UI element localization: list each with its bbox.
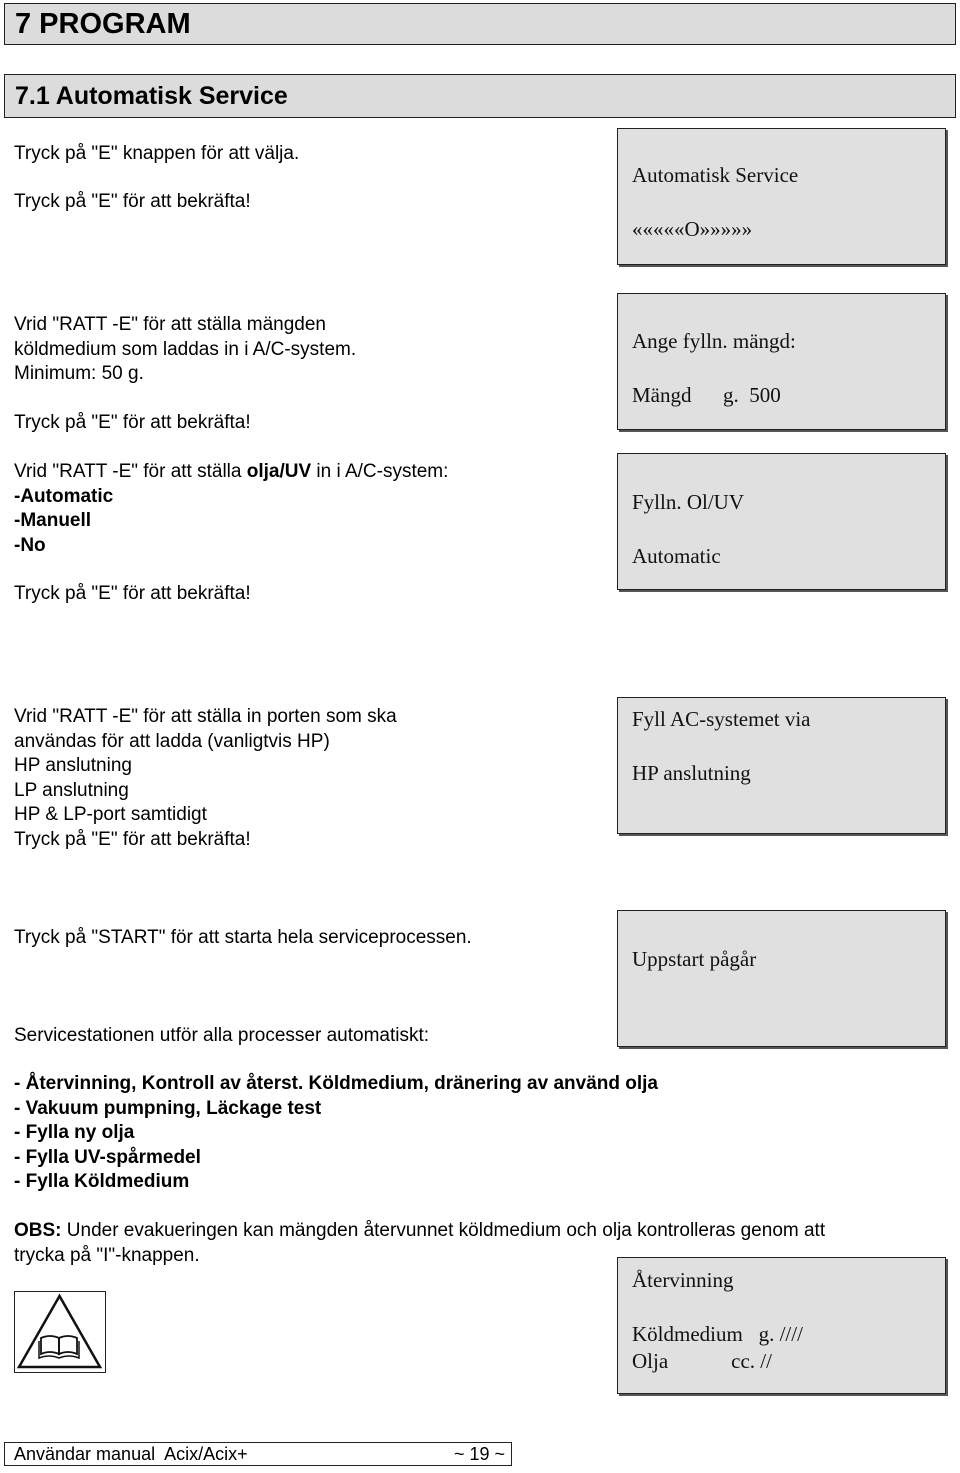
- display-line: Köldmedium g. ////: [632, 1322, 803, 1346]
- instruction-start: Tryck på "START" för att starta hela serviceprocessen.: [14, 927, 472, 948]
- instruction-confirm: Tryck på "E" för att bekräfta!: [14, 583, 251, 604]
- footer-manual-title: Användar manual Acix/Acix+: [14, 1444, 248, 1464]
- process-step: - Vakuum pumpning, Läckage test: [14, 1097, 322, 1119]
- instruction-oil-uv: Vrid "RATT -E" för att ställa olja/UV in i A/C-system:: [14, 461, 449, 482]
- instruction-amount-2: köldmedium som laddas in i A/C-system.: [14, 338, 357, 360]
- port-option-lp: LP anslutning: [14, 779, 129, 801]
- process-step: - Fylla UV-spårmedel: [14, 1146, 201, 1168]
- display-line: HP anslutning: [632, 761, 751, 785]
- instruction-port-2: användas för att ladda (vanligtvis HP): [14, 730, 330, 752]
- section-heading: 7.1 Automatisk Service: [4, 74, 956, 118]
- display-line: Fylln. Ol/UV: [632, 490, 745, 514]
- instruction-confirm: Tryck på "E" för att bekräfta!: [14, 828, 251, 850]
- display-automatic-service: [617, 128, 946, 265]
- process-step: - Återvinning, Kontroll av återst. Köldmedium, dränering av använd olja: [14, 1073, 658, 1094]
- instruction-confirm: Tryck på "E" för att bekräfta!: [14, 412, 251, 433]
- display-line: Uppstart pågår: [632, 947, 757, 971]
- instruction-port-1: Vrid "RATT -E" för att ställa in porten som ska: [14, 706, 397, 727]
- obs-note-cont: trycka på "I"-knappen.: [14, 1244, 200, 1266]
- instruction-confirm: Tryck på "E" för att bekräfta!: [14, 191, 251, 212]
- option-automatic: -Automatic: [14, 485, 114, 507]
- display-line: «««««O»»»»»: [632, 217, 753, 241]
- instruction-minimum: Minimum: 50 g.: [14, 363, 144, 384]
- chapter-heading: 7 PROGRAM: [4, 3, 956, 45]
- display-fill-port: [617, 697, 946, 834]
- display-line: Automatic: [632, 544, 721, 568]
- page-number: ~ 19 ~: [454, 1444, 506, 1464]
- option-manuell: -Manuell: [14, 510, 92, 531]
- instruction-select: Tryck på "E" knappen för att välja.: [14, 143, 300, 164]
- display-oil-uv: [617, 453, 946, 590]
- display-line: Återvinning: [632, 1268, 734, 1292]
- display-startup: [617, 910, 946, 1047]
- port-option-both: HP & LP-port samtidigt: [14, 804, 207, 825]
- port-option-hp: HP anslutning: [14, 755, 132, 776]
- option-no: -No: [14, 534, 46, 556]
- display-recovery: [617, 1257, 946, 1394]
- display-line: Ange fylln. mängd:: [632, 329, 796, 353]
- instruction-auto: Servicestationen utför alla processer automatiskt:: [14, 1025, 430, 1046]
- display-line: Mängd g. 500: [632, 383, 781, 407]
- display-line: Fyll AC-systemet via: [632, 707, 811, 731]
- manual-warning-icon: [14, 1291, 106, 1373]
- process-step: - Fylla ny olja: [14, 1122, 135, 1143]
- instruction-amount-1: Vrid "RATT -E" för att ställa mängden: [14, 314, 326, 335]
- page-footer: [4, 1442, 512, 1466]
- display-fill-amount: [617, 293, 946, 430]
- display-line: Automatisk Service: [632, 163, 799, 187]
- process-step: - Fylla Köldmedium: [14, 1171, 190, 1192]
- display-line: Olja cc. //: [632, 1349, 772, 1373]
- obs-note: OBS: Under evakueringen kan mängden återvunnet köldmedium och olja kontrolleras genom att: [14, 1220, 826, 1241]
- warning-triangle-book-icon: [15, 1292, 104, 1371]
